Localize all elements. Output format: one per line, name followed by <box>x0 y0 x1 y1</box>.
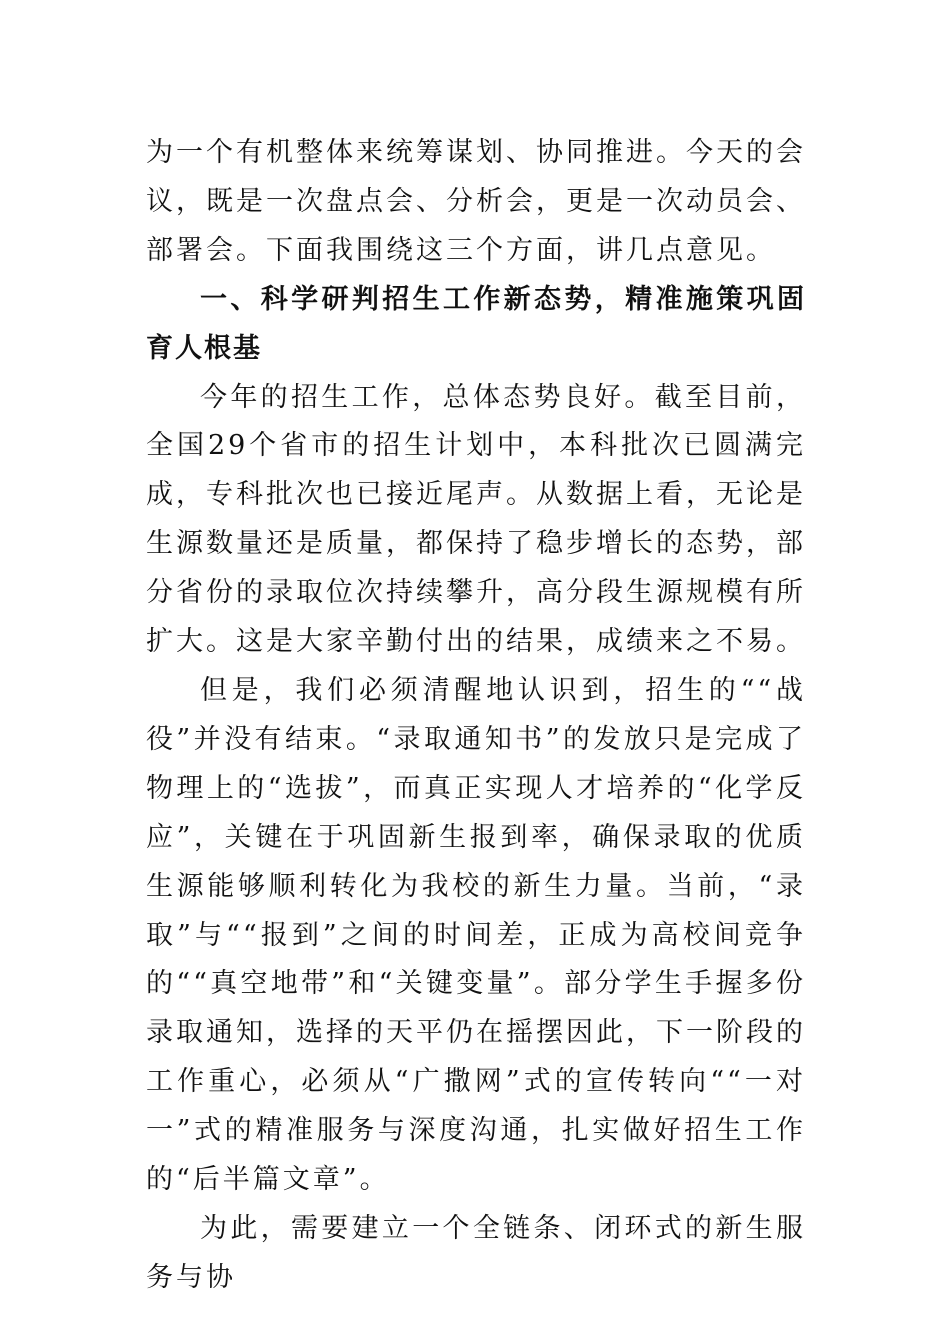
paragraph-enrollment-overview: 今年的招生工作，总体态势良好。截至目前，全国29个省市的招生计划中，本科批次已圆满完成，专科批次也已接近尾声。从数据上看，无论是生源数量还是质量，都保持了稳步增长的态势，部分省份的录取位次持续攀升，高分段生源规模有所扩大。这是大家辛勤付出的结果，成绩来之不易。 <box>146 381 806 658</box>
document-body <box>146 129 806 1303</box>
paragraph-service-system: 为此，需要建立一个全链条、闭环式的新生服务与协 <box>146 1212 806 1293</box>
paragraph-enrollment-challenge: 但是，我们必须清醒地认识到，招生的““战役”并没有结束。“录取通知书”的发放只是完成了物理上的“选拔”，而真正实现人才培养的“化学反应”，关键在于巩固新生报到率，确保录取的优质生源能够顺利转化为我校的新生力量。当前，“录取”与““报到”之间的时间差，正成为高校间竞争的““真空地带”和“关键变量”。部分学生手握多份录取通知，选择的天平仍在摇摆因此，下一阶段的工作重心，必须从“广撒网”式的宣传转向““一对一”式的精准服务与深度沟通，扎实做好招生工作的“后半篇文章”。 <box>146 674 806 1196</box>
section-heading: 一、科学研判招生工作新态势，精准施策巩固育人根基 <box>146 283 806 364</box>
paragraph-continuation: 为一个有机整体来统筹谋划、协同推进。今天的会议，既是一次盘点会、分析会，更是一次动员会、部署会。下面我围绕这三个方面，讲几点意见。 <box>146 137 806 266</box>
